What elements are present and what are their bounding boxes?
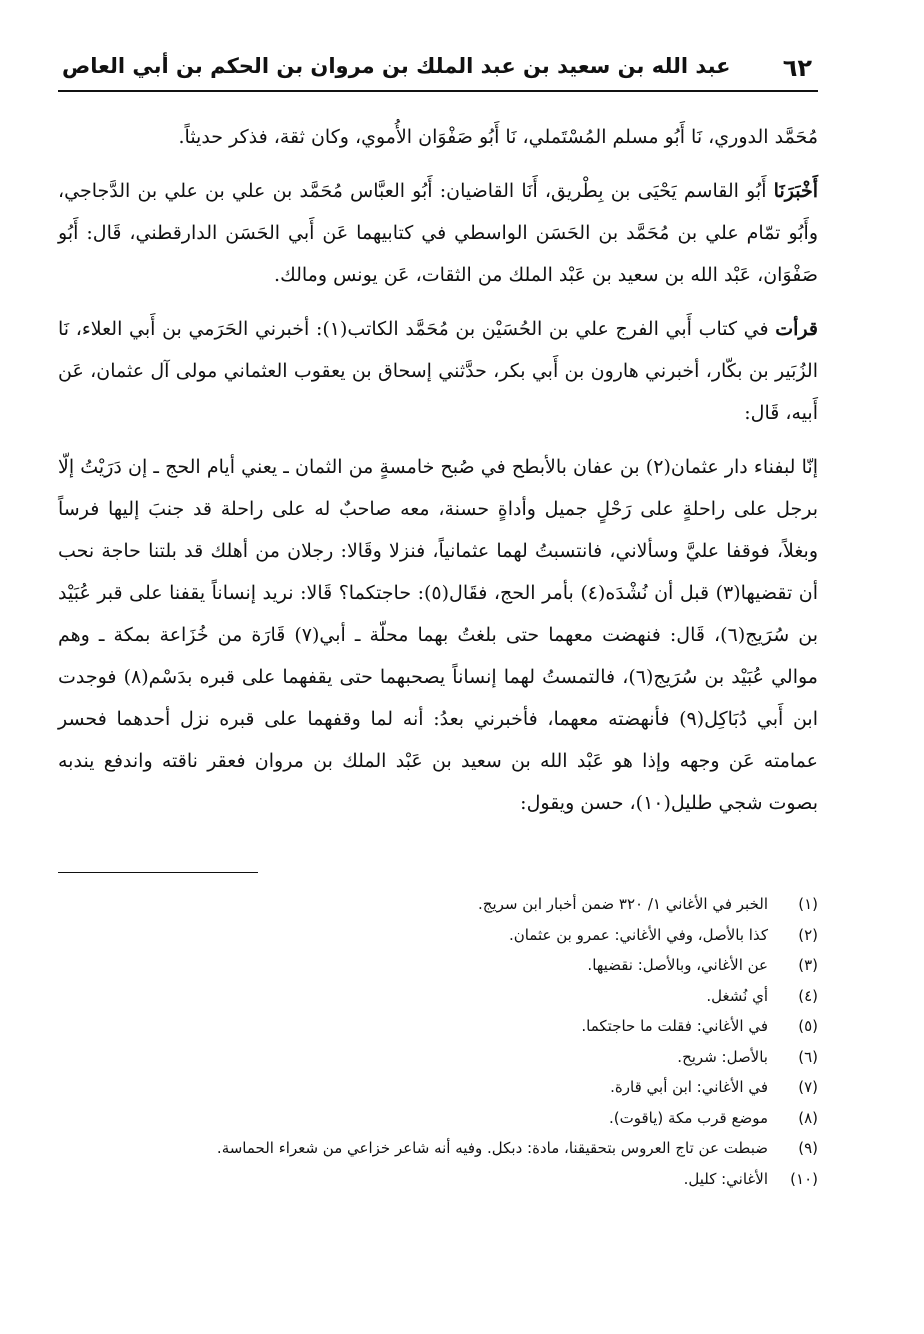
paragraph-2-text: أَبُو القاسم يَحْيَى بن بِطْريق، أَنَا القاضيان: أَبُو العبَّاس مُحَمَّد بن علي بن علي بن الدَّجاجي، وأَبُو تمّام علي بن مُحَمَّد بن الحَسَن الواسطي في كتابيهما عَن أَبي الحَسَن الدارقطني، قَال: أَبُو صَفْوَان، عَبْد الله بن سعيد بن عَبْد الملك من الثقات، عَن يونس ومالك. bbox=[58, 180, 818, 286]
footnote-text: بالأصل: شريح. bbox=[677, 1047, 768, 1066]
footnote-text: ضبطت عن تاج العروس بتحقيقنا، مادة: دبكل. وفيه أنه شاعر خزاعي من شعراء الحماسة. bbox=[216, 1139, 768, 1157]
footnote-item bbox=[58, 1011, 818, 1042]
page-number: ٦٢ bbox=[782, 54, 812, 82]
footnote-text: الخبر في الأغاني ١/ ٣٢٠ ضمن أخبار ابن سريج. bbox=[478, 895, 768, 913]
footnote-text: في الأغاني: ابن أبي قارة. bbox=[610, 1078, 768, 1096]
footnote-number: (٦) bbox=[798, 1047, 818, 1066]
footnote-text: الأغاني: كليل. bbox=[683, 1169, 768, 1188]
paragraph-4: إنّا لبفناء دار عثمان(٢) بن عفان بالأبطح في صُبح خامسةٍ من الثمان ـ يعني أيام الحج ـ إن دَرَيْتُ إلّا برجل على راحلةٍ على رَحْلٍ جميل وأداةٍ حسنة، معه صاحبٌ له على راحلة قد جنبَ إليها فرساً وبغلاً، فوقفا عليَّ وسألاني، فانتسبتُ لهما عثمانياً، فنزلا وقَالا: رجلان من أهلك قد بلتنا حاجة نحب أن تقضيها(٣) قبل أن نُشْدَه(٤) بأمر الحج، فقَال(٥): حاجتكما؟ قَالا: نريد إنساناً يقفنا على قبر عُبَيْد بن سُرَيج(٦)، قَال: فنهضت معهما حتى بلغتُ بهما محلّة ـ أبي(٧) قَارَة من خُزَاعة بمكة ـ وهم موالي عُبَيْد بن سُرَيج(٦)، فالتمستُ لهما إنساناً يصحبهما حتى يقفهما على قبره بدَسْم(٨) فوجدت ابن أَبي دُبَاكِل(٩) فأنهضته معهما، فأخبرني بعدُ: أنه لما وقفهما على قبره نزل أحدهما فحسر عمامته عَن وجهه وإذا هو عَبْد الله بن سعيد بن عَبْد الملك بن مروان فعقر ناقته واندفع يندبه بصوت شجي طليل(١٠)، حسن ويقول: bbox=[58, 456, 819, 814]
footnote-number: (٧) bbox=[798, 1078, 818, 1096]
footnote-text: في الأغاني: فقلت ما حاجتكما. bbox=[581, 1017, 768, 1035]
footnote-text: موضع قرب مكة (ياقوت). bbox=[609, 1108, 768, 1127]
footnote-number: (٨) bbox=[798, 1108, 818, 1127]
paragraph-2-lead: أَخْبَرَنَا bbox=[773, 180, 818, 202]
main-text bbox=[58, 116, 818, 824]
running-title: عبد الله بن سعيد بن عبد الملك بن مروان بن الحكم بن أبي العاص bbox=[62, 54, 731, 78]
footnote-item bbox=[58, 1133, 818, 1164]
footnote-number: (٥) bbox=[798, 1017, 818, 1035]
footnote-number: (١) bbox=[798, 895, 818, 913]
paragraph-3 bbox=[58, 308, 818, 434]
footnote-number: (٢) bbox=[798, 925, 818, 944]
footnote-item bbox=[58, 1164, 818, 1195]
paragraph-2 bbox=[58, 170, 818, 296]
footnote-item bbox=[58, 1072, 818, 1103]
footnote-item bbox=[58, 1103, 818, 1134]
footnote-item bbox=[58, 950, 818, 981]
footnote-number: (١٠) bbox=[790, 1169, 818, 1188]
footnote-text: عن الأغاني، وبالأصل: نقضيها. bbox=[587, 956, 768, 974]
footnote-item bbox=[58, 981, 818, 1012]
footnote-item bbox=[58, 920, 818, 951]
footnote-text: أي نُشغل. bbox=[706, 986, 768, 1005]
footnote-number: (٤) bbox=[798, 986, 818, 1005]
book-page bbox=[58, 40, 818, 1300]
footnote-text: كذا بالأصل، وفي الأغاني: عمرو بن عثمان. bbox=[508, 925, 768, 944]
footnote-item bbox=[58, 1042, 818, 1073]
footnote-separator-wrap bbox=[58, 846, 818, 873]
paragraph-1: مُحَمَّد الدوري، نَا أَبُو مسلم المُسْتَملي، نَا أَبُو صَفْوَان الأُموي، وكان ثقة، فذكر حديثاً. bbox=[178, 126, 818, 148]
footnote-separator bbox=[58, 872, 258, 873]
footnotes bbox=[58, 889, 818, 1194]
footnote-item bbox=[58, 889, 818, 920]
footnote-number: (٣) bbox=[798, 956, 818, 974]
paragraph-3-text: في كتاب أَبي الفرج علي بن الحُسَيْن بن مُحَمَّد الكاتب(١): أخبرني الحَرَمي بن أَبي العلاء، نَا الزُبَير بن بكّار، أخبرني هارون بن أَبي بكر، حدَّثني إسحاق بن يعقوب العثماني مولى آل عثمان، عَن أَبيه، قَال: bbox=[58, 318, 818, 424]
paragraph-3-lead: قرأت bbox=[775, 318, 818, 340]
page-header bbox=[58, 40, 818, 92]
footnote-number: (٩) bbox=[798, 1139, 818, 1157]
